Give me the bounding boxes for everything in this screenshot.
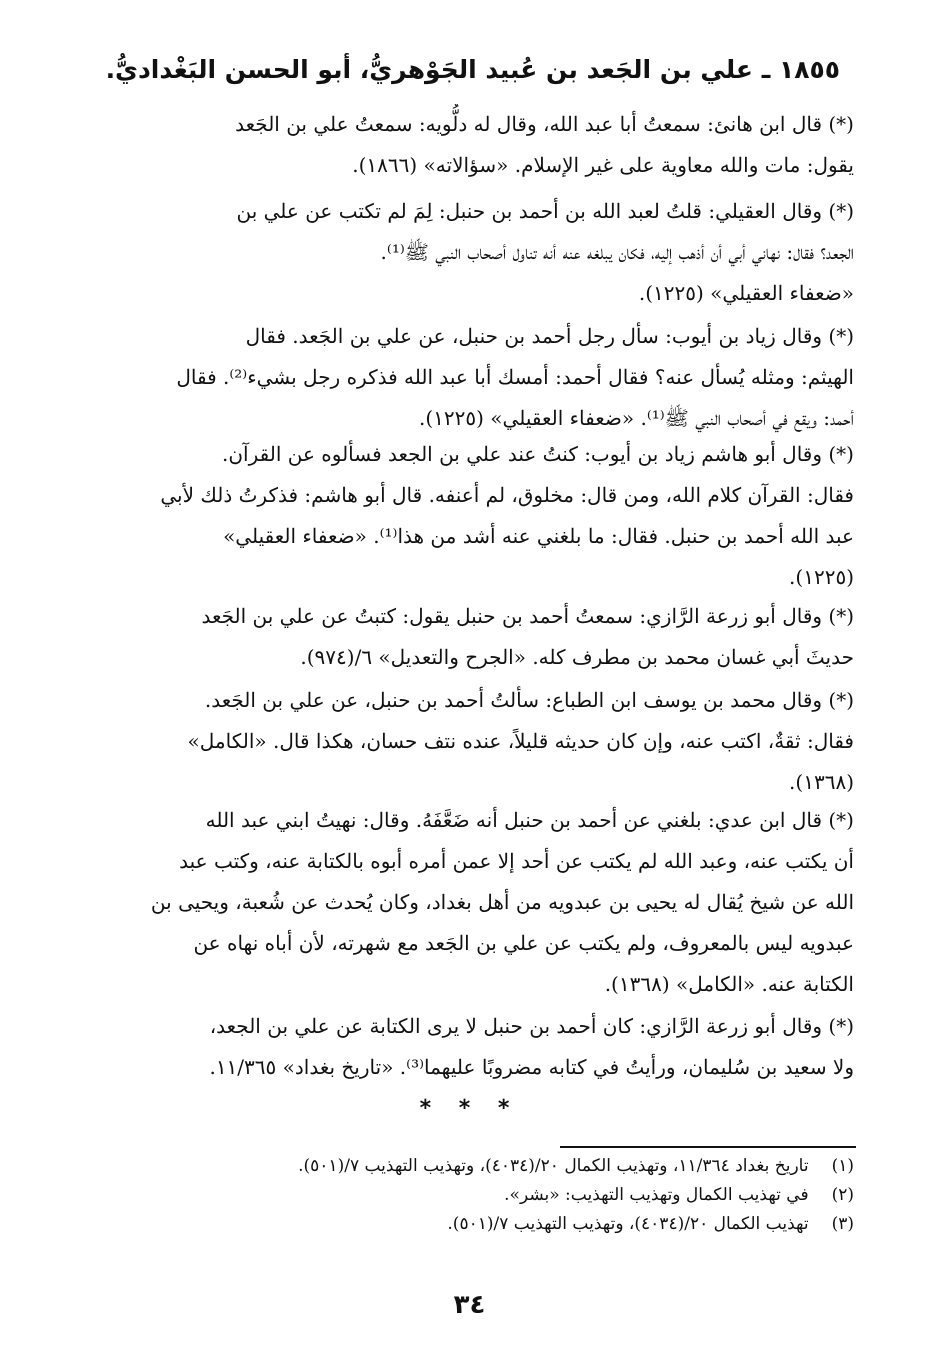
text-line: فقال: القرآن كلام الله، ومن قال: مخلوق، لم أعنفه. قال أبو هاشم: فذكرتُ ذلك لأبي bbox=[160, 483, 854, 507]
page-number: ٣٤ bbox=[453, 1290, 486, 1320]
text-line: الكتابة عنه. «الكامل» (١٣٦٨). bbox=[604, 972, 854, 996]
text-line: الجعد؟ فقال: نهاني أبي أن أذهب إليه، فكان يبلغه عنه أنه تناول أصحاب النبي ﷺ⁽¹⁾. bbox=[380, 240, 854, 264]
footnote-number: (٣) bbox=[831, 1214, 854, 1234]
paragraph-3 bbox=[78, 316, 854, 439]
text-line: عبدويه ليس بالمعروف، ولم يكتب عن علي بن الجَعد مع شهرته، لأن أباه نهاه عن bbox=[193, 931, 854, 955]
text-line: «ضعفاء العقيلي» (١٢٢٥). bbox=[638, 281, 854, 305]
footnote-text: في تهذيب الكمال وتهذيب التهذيب: «بشر». bbox=[504, 1185, 809, 1205]
text-line: (*) وقال زياد بن أيوب: سأل رجل أحمد بن حنبل، عن علي بن الجَعد. فقال bbox=[245, 324, 854, 348]
text-line: (*) وقال العقيلي: قلتُ لعبد الله بن أحمد بن حنبل: لِمَ لم تكتب عن علي بن bbox=[236, 199, 854, 223]
paragraph-1 bbox=[78, 104, 854, 186]
paragraph-2 bbox=[78, 191, 854, 314]
entry-heading: ١٨٥٥ ـ علي بن الجَعد بن عُبيد الجَوْهريُّ، أبو الحسن البَغْداديُّ. bbox=[105, 55, 840, 84]
footnote-item bbox=[78, 1152, 854, 1181]
text-line: حديثَ أبي غسان محمد بن مطرف كله. «الجرح والتعديل» ٦/(٩٧٤). bbox=[300, 645, 854, 669]
text-line: ولا سعيد بن سُليمان، ورأيتُ في كتابه مضروبًا عليهما⁽³⁾. «تاريخ بغداد» ١١/٣٦٥. bbox=[209, 1055, 854, 1079]
section-separator: * * * bbox=[419, 1096, 520, 1121]
text-line: (*) وقال أبو زرعة الرَّازي: سمعتُ أحمد بن حنبل يقول: كتبتُ عن علي بن الجَعد bbox=[201, 604, 854, 628]
text-line: عبد الله أحمد بن حنبل. فقال: ما بلغني عنه أشد من هذا⁽¹⁾. «ضعفاء العقيلي» bbox=[223, 524, 854, 548]
text-line: يقول: مات والله معاوية على غير الإسلام. «سؤالاته» (١٨٦٦). bbox=[352, 153, 854, 177]
text-line: فقال: ثقةٌ، اكتب عنه، وإن كان حديثه قليلاً، عنده نتف حسان، هكذا قال. «الكامل» bbox=[187, 729, 854, 753]
paragraph-6 bbox=[78, 680, 854, 803]
text-line: (*) قال ابن هانئ: سمعتُ أبا عبد الله، وقال له دلُّويه: سمعتُ علي بن الجَعد bbox=[235, 112, 854, 136]
footnote-item bbox=[78, 1181, 854, 1210]
footnotes bbox=[78, 1152, 854, 1239]
text-line: الهيثم: ومثله يُسأل عنه؟ فقال أحمد: أمسك أبا عبد الله فذكره رجل بشيء⁽²⁾. فقال bbox=[176, 365, 854, 389]
paragraph-4 bbox=[78, 434, 854, 598]
text-line: (*) قال ابن عدي: بلغني عن أحمد بن حنبل أنه ضَعَّفَهُ. وقال: نهيتُ ابني عبد الله bbox=[205, 808, 854, 832]
text-line: (*) وقال أبو زرعة الرَّازي: كان أحمد بن حنبل لا يرى الكتابة عن علي بن الجعد، bbox=[209, 1014, 854, 1038]
footnote-text: تهذيب الكمال ٢٠/(٤٠٣٤)، وتهذيب التهذيب ٧/(٥٠١). bbox=[447, 1214, 809, 1234]
text-line: أن يكتب عنه، وعبد الله لم يكتب عن أحد إلا عمن أمره أبوه بالكتابة عنه، وكتب عبد bbox=[179, 849, 854, 873]
footnote-item bbox=[78, 1210, 854, 1239]
text-line: (*) وقال أبو هاشم زياد بن أيوب: كنتُ عند علي بن الجعد فسألوه عن القرآن. bbox=[221, 442, 854, 466]
footnote-divider bbox=[560, 1146, 856, 1148]
text-line: (*) وقال محمد بن يوسف ابن الطباع: سألتُ أحمد بن حنبل، عن علي بن الجَعد. bbox=[204, 688, 854, 712]
footnote-number: (٢) bbox=[831, 1185, 854, 1205]
footnote-number: (١) bbox=[831, 1156, 854, 1176]
paragraph-5 bbox=[78, 596, 854, 678]
text-line: (١٢٢٥). bbox=[789, 565, 854, 589]
footnote-text: تاريخ بغداد ١١/٣٦٤، وتهذيب الكمال ٢٠/(٤٠٣٤)، وتهذيب التهذيب ٧/(٥٠١). bbox=[298, 1156, 809, 1176]
paragraph-7 bbox=[78, 800, 854, 1005]
text-line: أحمد: ويقع في أصحاب النبي ﷺ⁽¹⁾. «ضعفاء العقيلي» (١٢٢٥). bbox=[418, 406, 854, 430]
text-line: (١٣٦٨). bbox=[789, 770, 854, 794]
paragraph-8 bbox=[78, 1006, 854, 1088]
text-line: الله عن شيخ يُقال له يحيى بن عبدويه من أهل بغداد، وكان يُحدث عن شُعبة، ويحيى بن bbox=[150, 890, 854, 914]
